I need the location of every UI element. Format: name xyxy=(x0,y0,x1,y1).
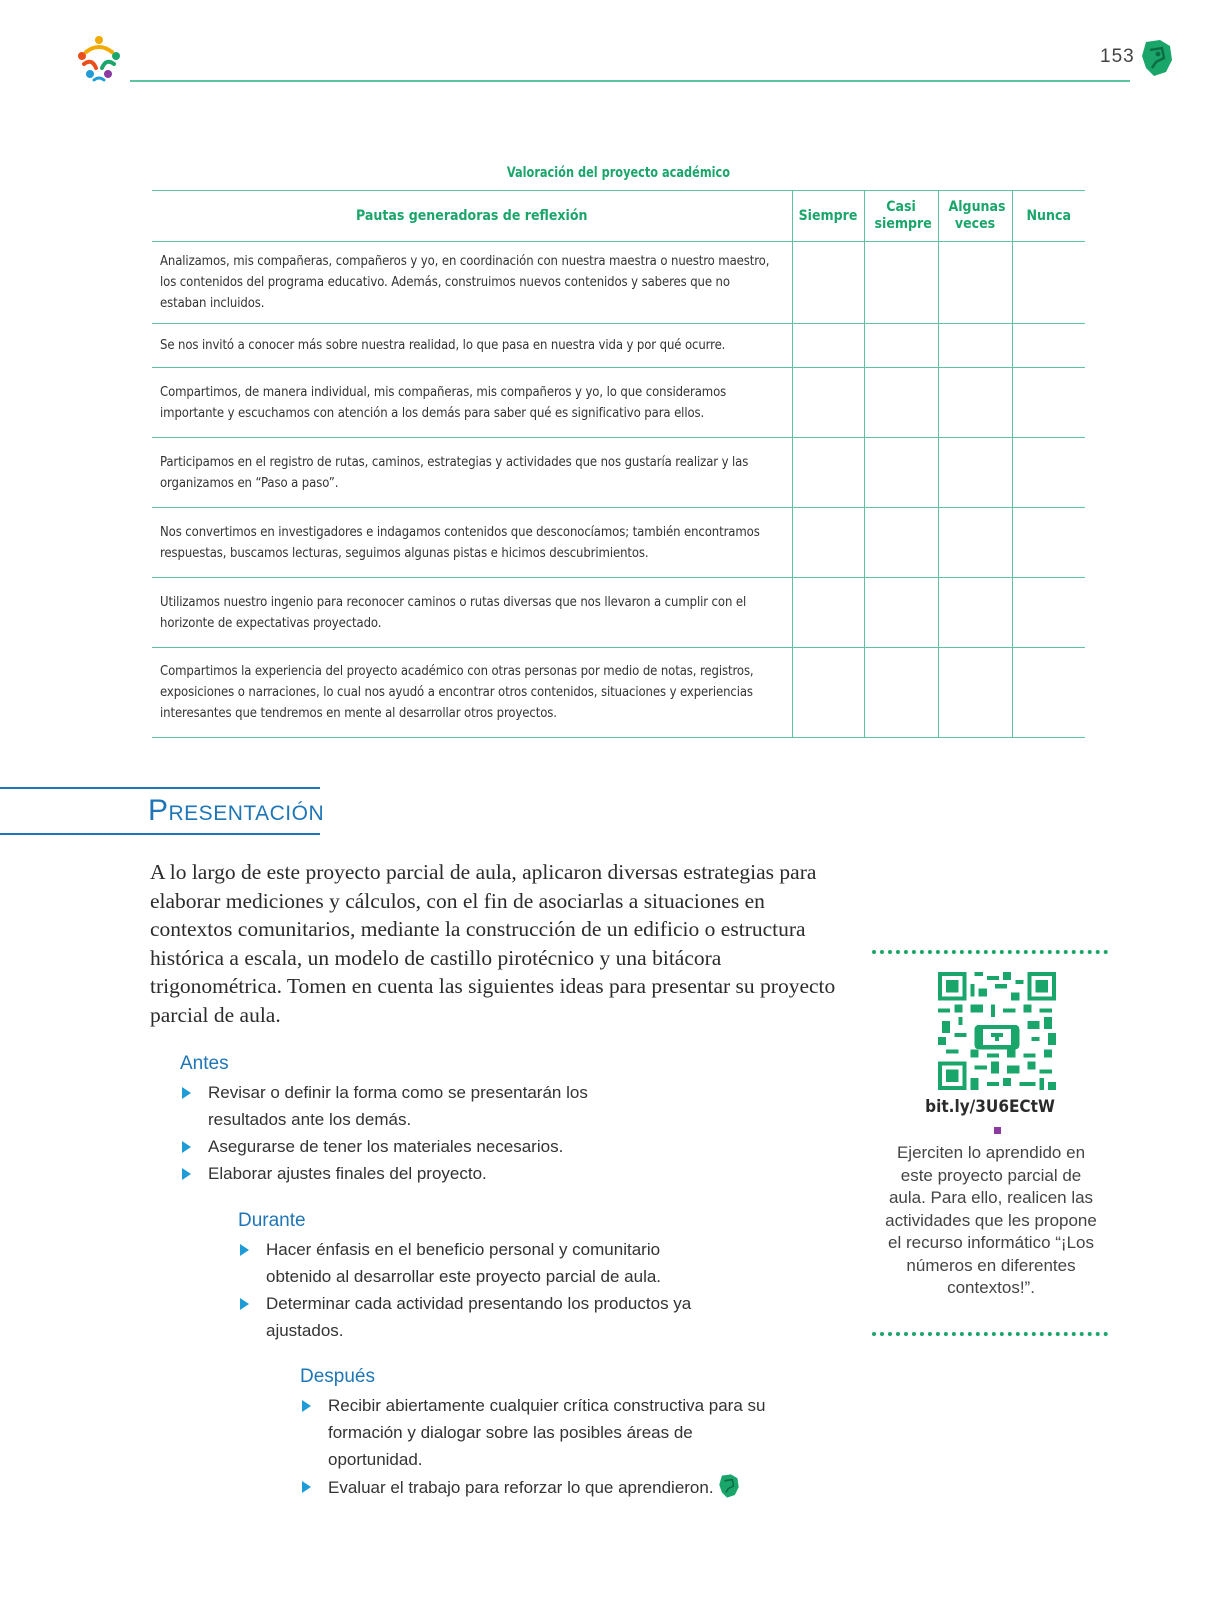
list-item: Recibir abiertamente cualquier crítica constructiva para su formación y dialogar sobre las posibles áreas de oportunidad. xyxy=(300,1392,770,1473)
rating-cell-nunca[interactable] xyxy=(1012,508,1085,578)
table-row xyxy=(152,508,1085,578)
list-item: Hacer énfasis en el beneficio personal y comunitario obtenido al desarrollar este proyecto parcial de aula. xyxy=(238,1236,708,1290)
intro-paragraph: A lo largo de este proyecto parcial de aula, aplicaron diversas estrategias para elaborar mediciones y cálculos, con el fin de asociarlas a situaciones en contextos comunitarios, mediante la construcción de un edificio o estructura histórica a escala, un modelo de castillo pirotécnico y una bitácora trigonométrica. Tomen en cuenta las siguientes ideas para presentar su proyecto parcial de aula. xyxy=(150,860,836,1027)
bullet-arrow-icon xyxy=(182,1141,191,1153)
row-description: Nos convertimos en investigadores e indagamos contenidos que desconocíamos; también encontramos respuestas, buscamos lecturas, seguimos algunas pistas e hicimos descubrimientos. xyxy=(152,508,792,578)
rating-cell-algunas-veces[interactable] xyxy=(938,438,1012,508)
green-glyph-icon xyxy=(718,1473,740,1499)
rating-cell-casi-siempre[interactable] xyxy=(864,324,938,368)
bullet-arrow-icon xyxy=(182,1168,191,1180)
table-row xyxy=(152,438,1085,508)
table-title: Valoración del proyecto académico xyxy=(506,165,731,181)
row-description: Se nos invitó a conocer más sobre nuestra realidad, lo que pasa en nuestra vida y por qué ocurre. xyxy=(152,324,792,368)
resource-description: Ejerciten lo aprendido en este proyecto parcial de aula. Para ello, realicen las actividades que les propone el recurso informático “¡Los números en diferentes contextos!”. xyxy=(885,1143,1097,1297)
list-item: Evaluar el trabajo para reforzar lo que aprendieron. xyxy=(300,1473,770,1501)
rating-cell-siempre[interactable] xyxy=(792,438,864,508)
list-item: Revisar o definir la forma como se presentarán los resultados ante los demás. xyxy=(180,1079,600,1133)
section-title: Presentación xyxy=(148,794,325,827)
column-header: Algunas veces xyxy=(938,191,1012,242)
rating-cell-siempre[interactable] xyxy=(792,508,864,578)
rating-cell-casi-siempre[interactable] xyxy=(864,368,938,438)
bullet-arrow-icon xyxy=(240,1298,249,1310)
table-row xyxy=(152,324,1085,368)
rating-cell-nunca[interactable] xyxy=(1012,578,1085,648)
column-header: Casi siempre xyxy=(864,191,938,242)
resource-link[interactable]: bit.ly/3U6ECtW xyxy=(925,1097,1055,1117)
table-header-row xyxy=(152,191,1085,242)
stage-title-despues: Después xyxy=(300,1366,375,1387)
rating-cell-casi-siempre[interactable] xyxy=(864,242,938,324)
table-row xyxy=(152,648,1085,738)
rating-cell-siempre[interactable] xyxy=(792,578,864,648)
rating-cell-nunca[interactable] xyxy=(1012,242,1085,324)
sidebar-divider-top xyxy=(872,950,1108,954)
rating-cell-siempre[interactable] xyxy=(792,242,864,324)
bullet-arrow-icon xyxy=(182,1087,191,1099)
rating-cell-algunas-veces[interactable] xyxy=(938,242,1012,324)
bullet-arrow-icon xyxy=(302,1400,311,1412)
stage-list-durante xyxy=(238,1236,708,1344)
bullet-arrow-icon xyxy=(240,1244,249,1256)
stage-title-antes: Antes xyxy=(180,1053,229,1074)
column-header: Nunca xyxy=(1012,191,1085,242)
list-item: Determinar cada actividad presentando los productos ya ajustados. xyxy=(238,1290,708,1344)
rating-cell-casi-siempre[interactable] xyxy=(864,578,938,648)
rating-cell-casi-siempre[interactable] xyxy=(864,648,938,738)
rating-cell-casi-siempre[interactable] xyxy=(864,438,938,508)
row-description: Compartimos la experiencia del proyecto académico con otras personas por medio de notas, registros, exposiciones o narraciones, lo cual nos ayudó a encontrar otros contenidos, situaciones y experiencias interesantes que tendremos en mente al desarrollar otros proyectos. xyxy=(152,648,792,738)
rating-cell-algunas-veces[interactable] xyxy=(938,368,1012,438)
row-description: Participamos en el registro de rutas, caminos, estrategias y actividades que nos gustaría realizar y las organizamos en “Paso a paso”. xyxy=(152,438,792,508)
rating-cell-algunas-veces[interactable] xyxy=(938,648,1012,738)
list-item: Elaborar ajustes finales del proyecto. xyxy=(180,1160,600,1187)
evaluation-table xyxy=(152,190,1085,738)
table-row xyxy=(152,242,1085,324)
rating-cell-algunas-veces[interactable] xyxy=(938,578,1012,648)
rating-cell-algunas-veces[interactable] xyxy=(938,508,1012,578)
row-description: Compartimos, de manera individual, mis compañeras, mis compañeros y yo, lo que consideramos importante y escuchamos con atención a los demás para saber qué es significativo para ellos. xyxy=(152,368,792,438)
column-header: Siempre xyxy=(792,191,864,242)
row-description: Utilizamos nuestro ingenio para reconocer caminos o rutas diversas que nos llevaron a cumplir con el horizonte de expectativas proyectado. xyxy=(152,578,792,648)
rating-cell-nunca[interactable] xyxy=(1012,438,1085,508)
rating-cell-siempre[interactable] xyxy=(792,368,864,438)
rating-cell-nunca[interactable] xyxy=(1012,368,1085,438)
qr-code-icon[interactable] xyxy=(938,972,1056,1090)
page-number: 153 xyxy=(1100,46,1135,67)
green-glyph-icon xyxy=(1140,38,1174,78)
section-rule-top xyxy=(0,787,320,789)
rating-cell-algunas-veces[interactable] xyxy=(938,324,1012,368)
section-rule-bottom xyxy=(0,833,320,835)
stage-list-despues xyxy=(300,1392,770,1501)
header-rule xyxy=(130,80,1130,82)
sidebar-divider-bottom xyxy=(872,1332,1108,1336)
rating-cell-siempre[interactable] xyxy=(792,648,864,738)
separator-square-icon xyxy=(994,1127,1001,1134)
table-row xyxy=(152,368,1085,438)
rating-cell-nunca[interactable] xyxy=(1012,324,1085,368)
stage-title-durante: Durante xyxy=(238,1210,306,1231)
rating-cell-nunca[interactable] xyxy=(1012,648,1085,738)
stage-list-antes xyxy=(180,1079,600,1187)
row-description: Analizamos, mis compañeras, compañeros y yo, en coordinación con nuestra maestra o nuestro maestro, los contenidos del programa educativo. Además, construimos nuevos contenidos y saberes que no estaban incluidos. xyxy=(152,242,792,324)
list-item: Asegurarse de tener los materiales necesarios. xyxy=(180,1133,600,1160)
table-row xyxy=(152,578,1085,648)
bullet-arrow-icon xyxy=(302,1481,311,1493)
column-header: Pautas generadoras de reflexión xyxy=(152,191,792,242)
rating-cell-siempre[interactable] xyxy=(792,324,864,368)
community-logo-icon xyxy=(72,32,126,86)
rating-cell-casi-siempre[interactable] xyxy=(864,508,938,578)
